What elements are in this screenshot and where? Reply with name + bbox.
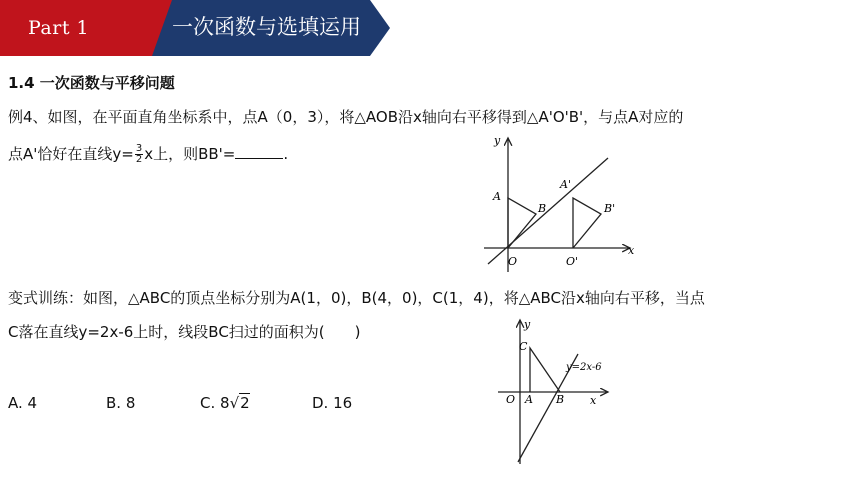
label-C: C xyxy=(519,340,528,353)
option-a[interactable]: A. 4 xyxy=(8,394,38,412)
label-B: B xyxy=(538,202,547,215)
triangle-AOB xyxy=(508,198,536,248)
label-B1: B' xyxy=(604,202,616,215)
label-y: y xyxy=(524,318,531,331)
example4-figure xyxy=(478,128,638,274)
banner-title: 一次函数与选填运用 xyxy=(172,15,361,39)
example4-line2 xyxy=(8,143,288,165)
sqrt-radicand: 2 xyxy=(240,394,250,412)
label-y: y xyxy=(494,134,501,147)
label-O: O xyxy=(508,255,518,268)
label-A: A xyxy=(525,393,533,406)
label-O1: O' xyxy=(566,255,579,268)
fraction-denominator: 2 xyxy=(135,154,143,165)
answer-blank xyxy=(235,144,283,159)
label-A: A xyxy=(493,190,501,203)
answer-options xyxy=(8,394,428,418)
option-d[interactable]: D. 16 xyxy=(312,394,353,412)
label-A1: A' xyxy=(560,178,571,191)
label-line-equation: y=2x-6 xyxy=(566,362,602,373)
part-banner xyxy=(0,0,400,56)
option-c-prefix: C. 8 xyxy=(200,394,230,412)
label-B: B xyxy=(556,393,565,406)
example4-line1: 例4、如图，在平面直角坐标系中，点A（0，3），将△AOB沿x轴向右平移得到△A'O'B'，与点A对应的 xyxy=(8,108,684,126)
label-x: x xyxy=(590,394,597,407)
label-O: O xyxy=(506,393,516,406)
option-c[interactable] xyxy=(200,394,250,412)
variant-line2: C落在直线y=2x-6上时，线段BC扫过的面积为( ) xyxy=(8,323,361,341)
triangle-A1O1B1 xyxy=(573,198,601,248)
fraction-numerator: 3 xyxy=(135,143,143,154)
variant-line1: 变式训练：如图，△ABC的顶点坐标分别为A(1，0)，B(4，0)，C(1，4)，将△ABC沿x轴向右平移，当点 xyxy=(8,289,705,307)
example4-line2-suffix: x上，则BB'= xyxy=(144,145,236,163)
example4-line2-end: . xyxy=(283,145,289,163)
triangle-ABC xyxy=(530,348,560,392)
variant-figure xyxy=(494,314,614,466)
fraction-three-halves xyxy=(135,144,143,165)
part-label: Part 1 xyxy=(28,17,90,39)
label-x: x xyxy=(628,244,635,257)
option-b[interactable]: B. 8 xyxy=(106,394,136,412)
sqrt-symbol: √ xyxy=(229,394,240,412)
example4-line2-prefix: 点A'恰好在直线y= xyxy=(8,145,134,163)
section-title: 1.4 一次函数与平移问题 xyxy=(8,74,175,92)
